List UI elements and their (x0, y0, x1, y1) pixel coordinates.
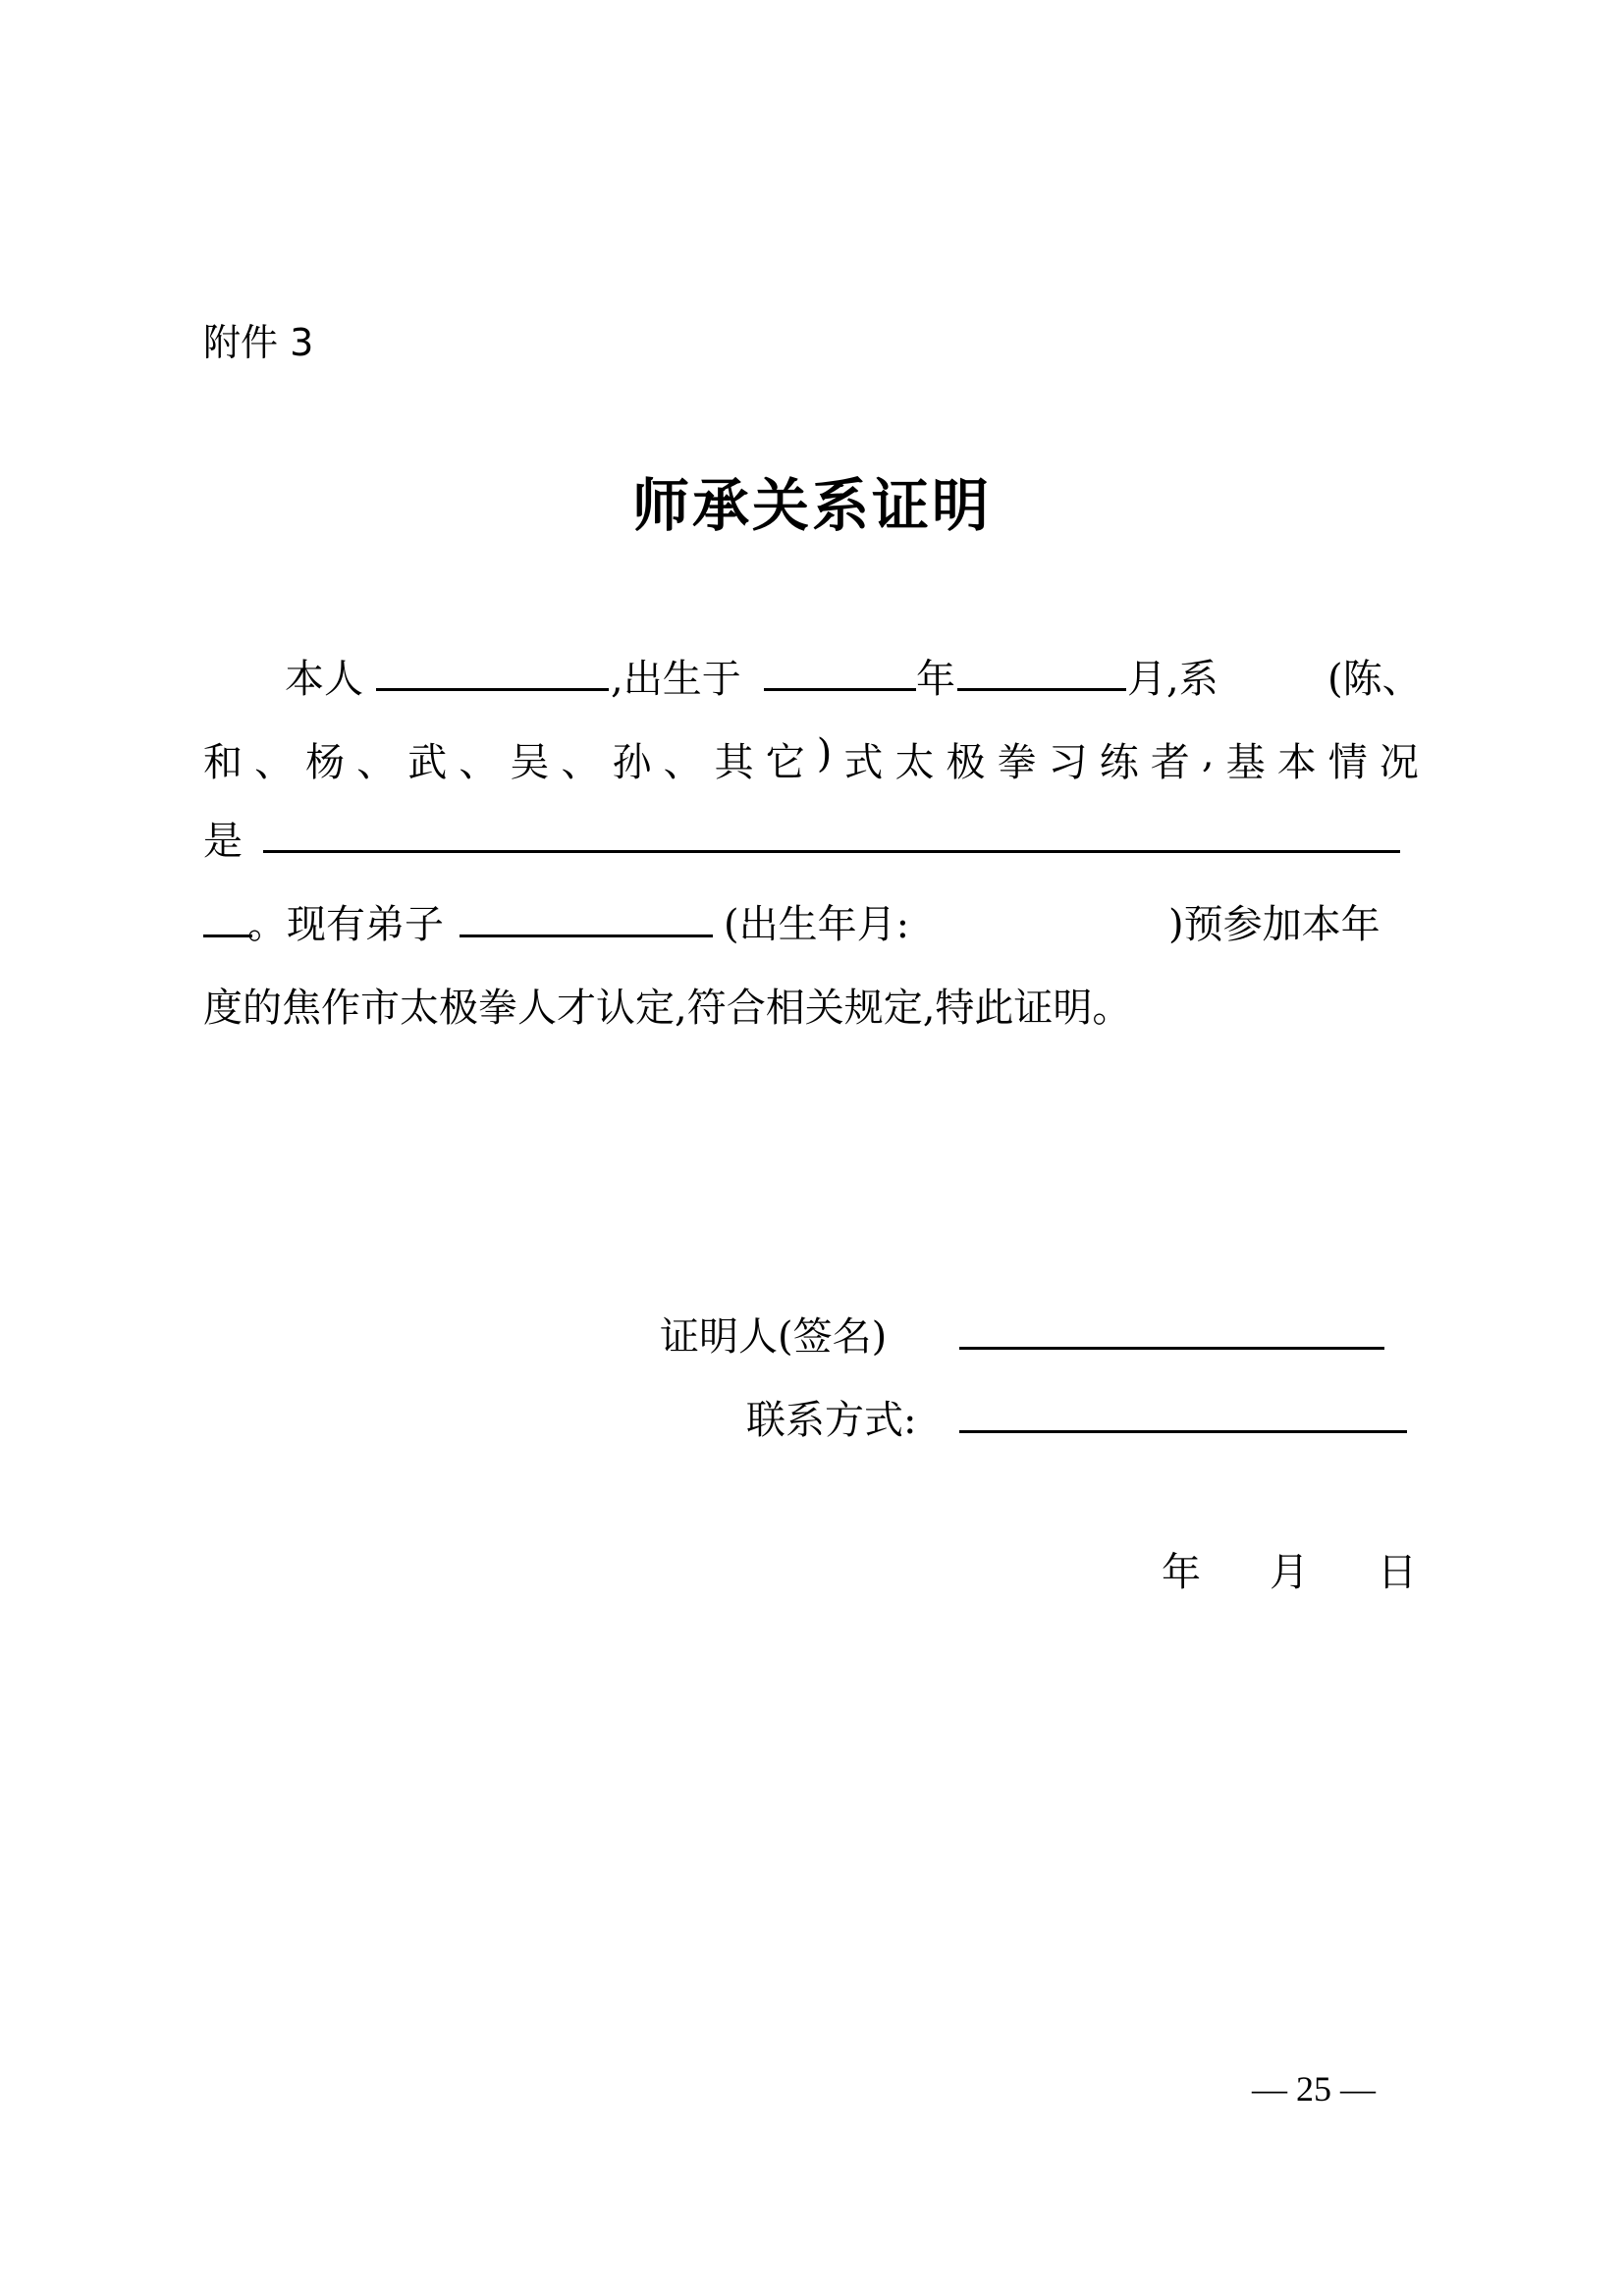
signer-blank[interactable] (959, 1347, 1384, 1350)
basic-info-blank-continued[interactable] (203, 934, 252, 937)
text-participate: )预参加本年 (1168, 902, 1380, 947)
text-self: 本人 (285, 657, 363, 702)
text-style-open: (陈、 (1327, 657, 1422, 702)
page-number: — 25 — (1252, 2069, 1376, 2109)
contact-blank[interactable] (959, 1430, 1407, 1433)
text-year: 年 (916, 657, 955, 702)
annex-label: 附件 3 (203, 321, 314, 364)
text-conclusion: 度的焦作市太极拳人才认定,符合相关规定,特此证明。 (203, 986, 1132, 1031)
date-month: 月 (1270, 1550, 1309, 1595)
text-disciple-birth: (出生年月: (724, 902, 910, 947)
text-month-system: 月,系 (1127, 657, 1218, 702)
name-blank[interactable] (376, 688, 609, 691)
date-year: 年 (1162, 1550, 1201, 1595)
disciple-name-blank[interactable] (460, 934, 713, 937)
text-disciple: 。现有弟子 (247, 902, 444, 947)
date-day: 日 (1378, 1550, 1417, 1595)
basic-info-blank[interactable] (263, 850, 1400, 853)
para-line-2: 和 、 杨 、 武 、 吴 、 孙 、 其 它 ) 式 太 极 拳 习 练 者 , 基 本 情 况 (203, 731, 1419, 785)
contact-label: 联系方式: (746, 1398, 917, 1443)
text-is: 是 (203, 819, 243, 864)
birth-month-blank[interactable] (957, 688, 1126, 691)
text-born: ,出生于 (611, 657, 741, 702)
birth-year-blank[interactable] (764, 688, 916, 691)
page-title: 师承关系证明 (631, 472, 992, 539)
signer-label: 证明人(签名) (660, 1314, 888, 1360)
